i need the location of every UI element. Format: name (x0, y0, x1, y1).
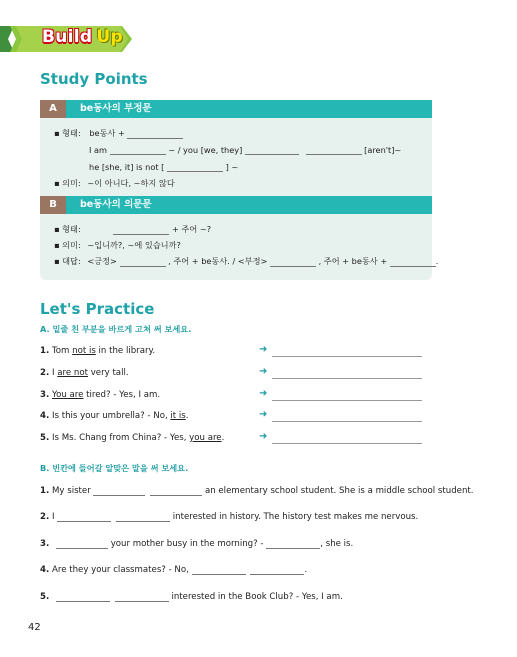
blank[interactable] (116, 512, 170, 522)
a-form-line1 (54, 128, 183, 139)
arrow-icon: ➜ (259, 409, 268, 420)
b-meaning-line (54, 240, 181, 251)
a-form-text2a: I am (89, 145, 108, 155)
a-form-text3b: ] ~ (225, 162, 239, 172)
blank[interactable] (150, 486, 202, 496)
b-answer-neg: , 주어 + be동사 + (318, 256, 388, 266)
blank[interactable] (192, 565, 246, 575)
b-meaning-label: ▪ 의미: (54, 240, 81, 250)
study-points-heading: Study Points (40, 70, 148, 88)
answer-line[interactable] (272, 356, 422, 357)
a-meaning-label: ▪ 의미: (54, 178, 81, 188)
arrow-icon: ➜ (259, 431, 268, 442)
build-up-banner (0, 26, 132, 52)
answer-line[interactable] (272, 400, 422, 401)
section-b-letter: B (40, 196, 66, 214)
a-form-text2c: [aren't]~ (364, 145, 402, 155)
part-b-item: 4. Are they your classmates? - No, . (40, 565, 308, 575)
practice-heading: Let's Practice (40, 300, 155, 318)
banner-word-up: Up (96, 27, 123, 47)
part-a-item: 2. I are not very tall. (40, 368, 129, 378)
part-a-instruction: A. 밑줄 친 부분을 바르게 고쳐 써 보세요. (40, 324, 192, 334)
blank[interactable] (56, 539, 108, 549)
a-form-text1: be동사 + (89, 128, 125, 138)
blank[interactable] (270, 257, 316, 267)
b-answer-pos: <긍정> (87, 256, 117, 266)
part-a-item: 1. Tom not is in the library. (40, 346, 156, 356)
blank[interactable] (56, 592, 110, 602)
part-a-item: 4. Is this your umbrella? - No, it is. (40, 411, 189, 421)
blank[interactable] (167, 162, 223, 172)
study-points-panel (40, 100, 439, 280)
b-form-line (54, 224, 211, 235)
part-a-item: 5. Is Ms. Chang from China? - Yes, you are. (40, 433, 225, 443)
b-answer-label: ▪ 대답: (54, 256, 81, 266)
b-form-text: + 주어 ~? (171, 224, 212, 234)
blank[interactable] (306, 145, 362, 155)
b-answer-mid: , 주어 + be동사. / <부정> (168, 256, 268, 266)
a-form-line2 (89, 145, 401, 155)
answer-line[interactable] (272, 421, 422, 422)
b-meaning-text: ~입니까?, ~에 있습니까? (87, 240, 181, 250)
blank[interactable] (113, 225, 169, 235)
banner-word-build: Build (42, 27, 93, 47)
section-a-letter: A (40, 100, 66, 118)
part-b-instruction: B. 빈칸에 들어갈 알맞은 말을 써 보세요. (40, 463, 189, 473)
a-form-line3 (89, 162, 238, 172)
part-b-item: 2. I interested in history. The history test makes me nervous. (40, 512, 419, 522)
section-b-title: be동사의 의문문 (80, 199, 152, 210)
b-form-label: ▪ 형태: (54, 224, 81, 234)
blank[interactable] (266, 539, 320, 549)
section-b-bar (40, 196, 432, 214)
part-b-item: 1. My sister an elementary school student. She is a middle school student. (40, 486, 474, 496)
b-answer-end: . (435, 256, 439, 266)
blank[interactable] (127, 129, 183, 139)
part-b-item: 3. your mother busy in the morning? - , she is. (40, 539, 354, 549)
a-form-text3a: he [she, it] is not [ (89, 162, 165, 172)
banner-title (42, 27, 123, 47)
blank[interactable] (390, 257, 436, 267)
answer-line[interactable] (272, 443, 422, 444)
answer-line[interactable] (272, 378, 422, 379)
blank[interactable] (110, 145, 166, 155)
b-answer-line (54, 256, 438, 267)
page-number: 42 (28, 622, 41, 633)
blank[interactable] (120, 257, 166, 267)
blank[interactable] (93, 486, 145, 496)
a-meaning-text: ~이 아니다, ~하지 않다 (87, 178, 175, 188)
part-a-item: 3. You are tired? - Yes, I am. (40, 390, 161, 400)
a-meaning-line (54, 178, 175, 189)
a-form-text2b: ~ / you [we, they] (168, 145, 243, 155)
part-b-item: 5. interested in the Book Club? - Yes, I am. (40, 592, 343, 602)
blank[interactable] (57, 512, 111, 522)
blank[interactable] (250, 565, 304, 575)
a-form-label: ▪ 형태: (54, 128, 81, 138)
arrow-icon: ➜ (259, 366, 268, 377)
section-a-bar (40, 100, 432, 118)
section-a-title: be동사의 부정문 (80, 103, 152, 114)
arrow-icon: ➜ (259, 388, 268, 399)
arrow-icon: ➜ (259, 344, 268, 355)
blank[interactable] (245, 145, 299, 155)
blank[interactable] (115, 592, 169, 602)
